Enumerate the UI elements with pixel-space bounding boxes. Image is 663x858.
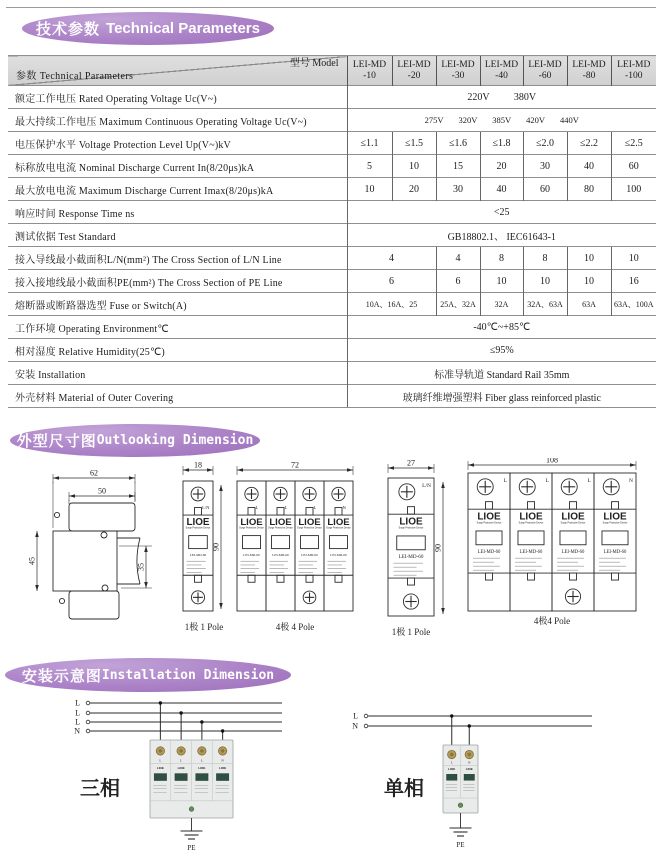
param-value: 32A: [480, 293, 523, 316]
dimension-label: 35: [136, 563, 146, 571]
param-value: ≤1.1: [347, 132, 392, 155]
line-label: L: [75, 708, 80, 718]
dimension-label: 90: [211, 543, 221, 551]
param-value: 100: [611, 178, 656, 201]
brand-subtitle: Surge Protective Device: [602, 522, 628, 525]
section-title-en: Technical Parameters: [106, 20, 260, 37]
param-value: 6: [347, 270, 436, 293]
param-label: 接入接地线最小截面积PE(mm²) The Cross Section of PE Line: [8, 270, 347, 293]
section-header-outlooking-dimension: [10, 424, 260, 457]
model-label: LEI-MD-60: [301, 553, 318, 558]
brand-logo: LIOE: [269, 516, 292, 528]
device-terminal-label: L: [159, 758, 162, 763]
outline-drawings-svg: [0, 458, 663, 658]
section-title-en: Installation Dimension: [101, 667, 275, 683]
device-brand: LIOE: [198, 765, 206, 770]
param-value: 32A、63A: [523, 293, 567, 316]
brand-subtitle: Surge Protective Device: [326, 527, 351, 530]
device-brand: LIOE: [177, 765, 185, 770]
param-value: 60: [523, 178, 567, 201]
device-brand: LIOE: [219, 765, 227, 770]
param-value: ≤95%: [347, 339, 656, 362]
param-value: 10: [611, 247, 656, 270]
brand-subtitle: Surge Protective Device: [297, 527, 322, 530]
brand-subtitle: Surge Protective Device: [476, 522, 502, 525]
table-row: [8, 339, 656, 362]
terminal-label: L: [545, 478, 549, 484]
param-label: 测试依据 Test Standard: [8, 224, 347, 247]
param-label: 外壳材料 Material of Outer Covering: [8, 385, 347, 408]
dimension-label: 108: [546, 458, 558, 465]
param-value: 16: [611, 270, 656, 293]
param-value: ≤2.0: [523, 132, 567, 155]
param-value: 40: [480, 178, 523, 201]
table-row: [8, 109, 656, 132]
param-value: <25: [347, 201, 656, 224]
ground-label: PE: [456, 841, 465, 849]
model-label: LEI-MD-60: [477, 549, 501, 555]
brand-logo: LIOE: [603, 511, 627, 523]
dimension-label: 27: [407, 458, 415, 468]
section-title-cn: 安装示意图: [21, 667, 102, 685]
brand-logo: LIOE: [327, 516, 350, 528]
param-value: 6: [436, 270, 480, 293]
model-label: LEI-MD-60: [519, 549, 543, 555]
param-value: 10: [523, 270, 567, 293]
installation-wiring-diagrams: [0, 695, 663, 858]
device-brand: LIOE: [465, 767, 473, 772]
terminal-label: L/N: [422, 483, 431, 489]
param-value: 10: [567, 247, 611, 270]
section-title-en: Outlooking Dimension: [96, 433, 254, 448]
brand-subtitle: Surge Protective Device: [185, 527, 211, 530]
line-label: N: [352, 721, 358, 731]
param-value: 60: [611, 155, 656, 178]
param-value: -40℃~+85℃: [347, 316, 656, 339]
param-label: 响应时间 Response Time ns: [8, 201, 347, 224]
top-rule: [6, 7, 656, 8]
param-value: 15: [436, 155, 480, 178]
param-value: 275V 320V 385V 420V 440V: [347, 109, 656, 132]
section-title-cn: 技术参数: [36, 21, 101, 38]
terminal-label: L: [503, 478, 507, 484]
param-value: 63A: [567, 293, 611, 316]
param-value: 10: [480, 270, 523, 293]
line-label: N: [74, 726, 80, 736]
model-label: LEI-MD-60: [243, 553, 260, 558]
param-value: ≤2.5: [611, 132, 656, 155]
device-brand: LIOE: [156, 765, 164, 770]
brand-logo: LIOE: [561, 511, 585, 523]
model-label: LEI-MD-60: [189, 553, 207, 558]
brand-subtitle: Surge Protective Device: [268, 527, 293, 530]
pole-label: 1极 1 Pole: [184, 622, 224, 632]
brand-logo: LIOE: [240, 516, 263, 528]
param-value: 8: [523, 247, 567, 270]
dimension-label: 18: [194, 460, 202, 470]
param-label: 最大持续工作电压 Maximum Continuous Operating Voltage Uc(V~): [8, 109, 347, 132]
model-column-header: LEI-MD -20: [392, 56, 436, 86]
model-label: LEI-MD-60: [561, 549, 585, 555]
table-row: [8, 201, 656, 224]
param-value: 63A、100A: [611, 293, 656, 316]
line-label: L: [353, 711, 358, 721]
table-row: [8, 155, 656, 178]
param-label: 工作环境 Operating Environment℃: [8, 316, 347, 339]
phase-label: 三相: [80, 778, 120, 800]
terminal-label: L/N: [202, 504, 210, 510]
wiring-diagrams-svg: [0, 695, 663, 858]
brand-logo: LIOE: [477, 511, 501, 523]
param-value: 8: [480, 247, 523, 270]
device-terminal-label: N: [221, 758, 224, 763]
param-value: 5: [347, 155, 392, 178]
device-terminal-label: L: [450, 760, 453, 765]
param-value: GB18802.1、 IEC61643-1: [347, 224, 656, 247]
param-value: 10: [392, 155, 436, 178]
dimension-label: 62: [90, 468, 98, 478]
dimension-label: 45: [27, 557, 37, 565]
outline-dimension-drawings: [0, 458, 663, 658]
model-label: LEI-MD-60: [330, 553, 347, 558]
terminal-label: N: [629, 478, 633, 484]
param-label: 标称放电电流 Nominal Discharge Current In(8/20μs)kA: [8, 155, 347, 178]
model-column-header: LEI-MD -10: [347, 56, 392, 86]
line-label: L: [75, 717, 80, 727]
terminal-label: L: [284, 504, 288, 510]
device-brand: LIOE: [448, 767, 456, 772]
table-row: [8, 224, 656, 247]
model-column-header: LEI-MD -80: [567, 56, 611, 86]
dimension-label: 50: [98, 486, 106, 496]
param-value: 10: [567, 270, 611, 293]
table-row: [8, 270, 656, 293]
brand-logo: LIOE: [519, 511, 543, 523]
table-row: [8, 132, 656, 155]
section-title-cn: 外型尺寸图: [16, 433, 97, 450]
param-value: ≤2.2: [567, 132, 611, 155]
table-row: [8, 86, 656, 109]
terminal-label: L: [255, 504, 259, 510]
table-row: [8, 293, 656, 316]
terminal-label: N: [342, 504, 346, 510]
param-label: 相对湿度 Relative Humidity(25℃): [8, 339, 347, 362]
terminal-label: L: [313, 504, 317, 510]
section-header-technical-parameters: [22, 12, 274, 45]
brand-subtitle: Surge Protective Device: [239, 527, 264, 530]
param-value: 标准导轨道 Standard Rail 35mm: [347, 362, 656, 385]
model-column-header: LEI-MD -30: [436, 56, 480, 86]
param-value: 10A、16A、25: [347, 293, 436, 316]
param-value: 4: [347, 247, 436, 270]
table-row: [8, 385, 656, 408]
table-row: [8, 362, 656, 385]
param-value: ≤1.5: [392, 132, 436, 155]
param-value: ≤1.8: [480, 132, 523, 155]
param-value: 40: [567, 155, 611, 178]
pole-label: 4极 4 Pole: [275, 622, 315, 632]
table-row: [8, 247, 656, 270]
model-label: LEI-MD-60: [272, 553, 289, 558]
param-label: 最大放电电流 Maximum Discharge Current Imax(8/20μs)kA: [8, 178, 347, 201]
param-label: 接入导线最小截面积L/N(mm²) The Cross Section of L/N Line: [8, 247, 347, 270]
dimension-label: 72: [291, 460, 299, 470]
corner-model-label: 型号 Model: [289, 58, 339, 69]
table-header-row: [8, 56, 656, 86]
dimension-label: 90: [433, 544, 443, 552]
param-value: 30: [523, 155, 567, 178]
table-corner-cell: [8, 56, 347, 86]
terminal-label: L: [587, 478, 591, 484]
table-row: [8, 178, 656, 201]
model-column-header: LEI-MD -40: [480, 56, 523, 86]
brand-subtitle: Surge Protective Device: [518, 522, 544, 525]
phase-label: 单相: [384, 778, 424, 800]
model-column-header: LEI-MD -100: [611, 56, 656, 86]
param-label: 电压保护水平 Voltage Protection Level Up(V~)kV: [8, 132, 347, 155]
model-label: LEI-MD-60: [603, 549, 627, 555]
brand-logo: LIOE: [399, 516, 423, 528]
param-label: 熔断器或断路器选型 Fuse or Switch(A): [8, 293, 347, 316]
device-terminal-label: L: [200, 758, 203, 763]
technical-parameters-table: [8, 55, 656, 408]
section-header-installation-dimension: [5, 658, 291, 692]
brand-subtitle: Surge Protective Device: [560, 522, 586, 525]
param-value: 10: [347, 178, 392, 201]
model-label: LEI-MD-60: [398, 553, 424, 560]
table-row: [8, 316, 656, 339]
device-terminal-label: L: [180, 758, 183, 763]
param-value: 30: [436, 178, 480, 201]
param-value: 20: [392, 178, 436, 201]
param-value: 4: [436, 247, 480, 270]
brand-subtitle: Surge Protective Device: [398, 527, 424, 530]
param-value: ≤1.6: [436, 132, 480, 155]
pole-label: 1极 1 Pole: [391, 627, 431, 637]
pole-label: 4极4 Pole: [533, 616, 571, 626]
brand-logo: LIOE: [298, 516, 321, 528]
ground-label: PE: [187, 844, 196, 852]
param-value: 220V 380V: [347, 86, 656, 109]
param-value: 25A、32A: [436, 293, 480, 316]
param-value: 80: [567, 178, 611, 201]
line-label: L: [75, 698, 80, 708]
param-value: 20: [480, 155, 523, 178]
param-label: 安装 Installation: [8, 362, 347, 385]
model-column-header: LEI-MD -60: [523, 56, 567, 86]
param-value: 玻璃纤维增强塑料 Fiber glass reinforced plastic: [347, 385, 656, 408]
param-label: 额定工作电压 Rated Operating Voltage Uc(V~): [8, 86, 347, 109]
brand-logo: LIOE: [186, 516, 210, 528]
corner-param-label: 参数 Technical Parameters: [16, 70, 134, 82]
device-terminal-label: N: [468, 760, 471, 765]
